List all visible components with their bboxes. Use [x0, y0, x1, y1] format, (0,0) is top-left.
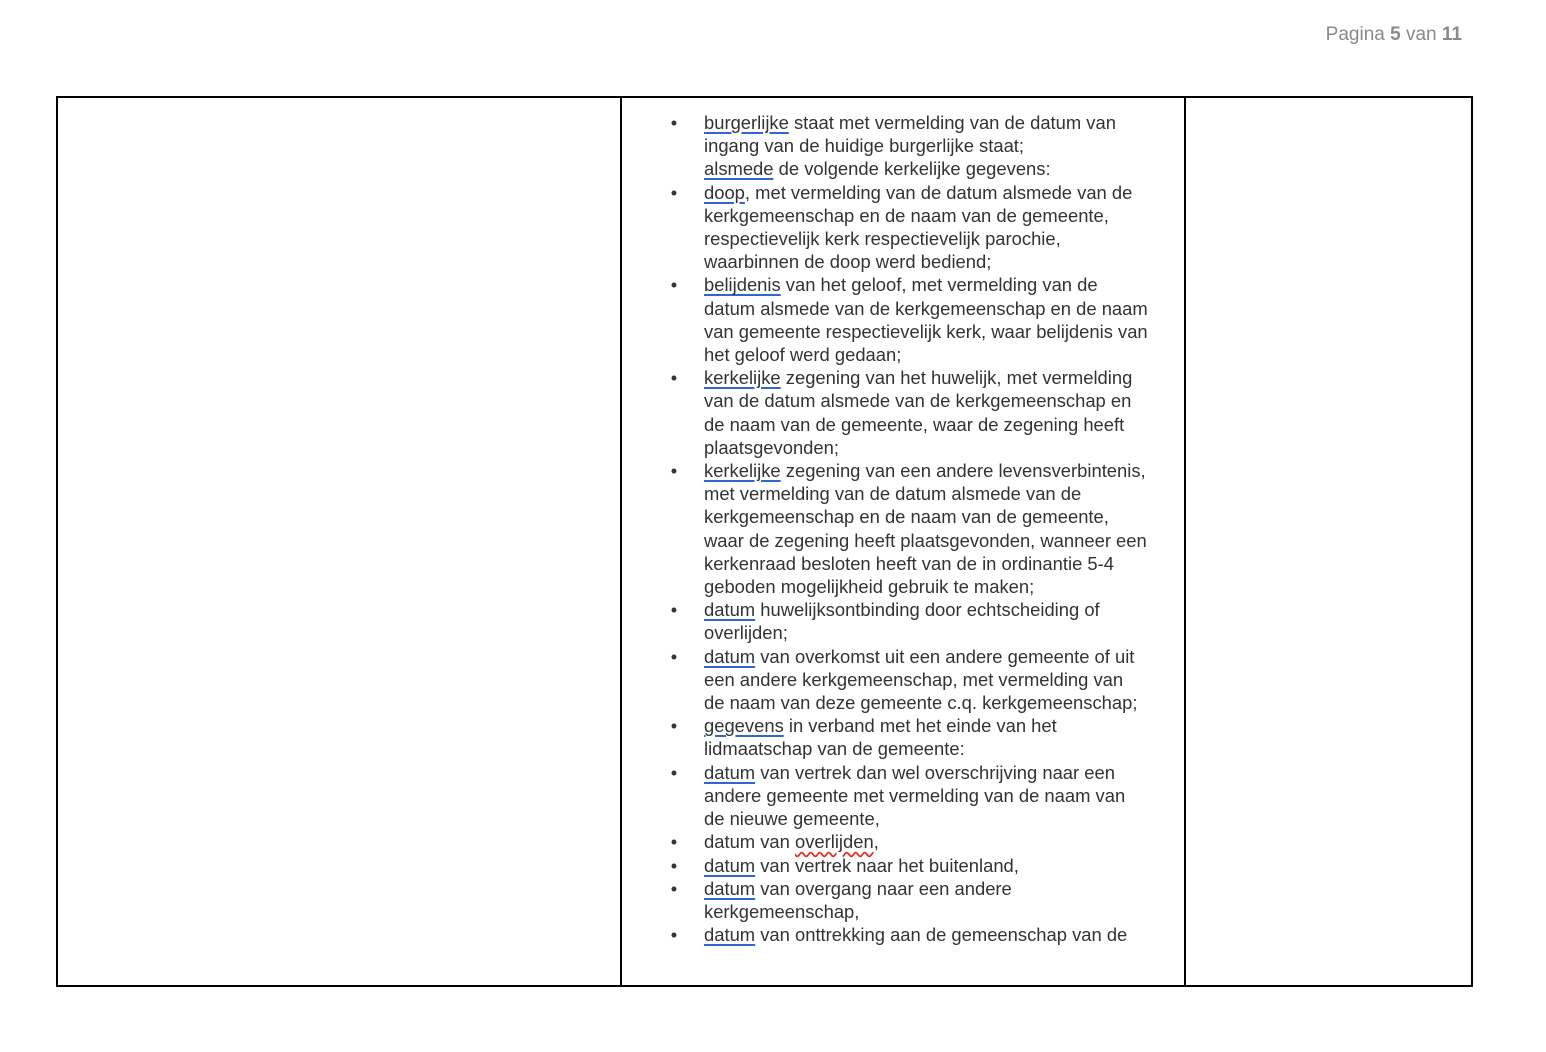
bullet-icon: • [670, 715, 678, 737]
page-prefix: Pagina [1325, 24, 1385, 45]
list-item [668, 181, 1148, 274]
list-item [668, 761, 1148, 831]
list-item [668, 877, 1148, 923]
bullet-icon: • [670, 924, 678, 946]
list-item [668, 273, 1148, 366]
grammar-marked-word[interactable]: datum [704, 854, 756, 876]
bullet-icon: • [670, 181, 678, 203]
item-subline [704, 157, 1148, 180]
item-text: in verband met het einde van het lidmaatschap van de gemeente: [704, 715, 1057, 760]
table-cell-middle[interactable] [622, 98, 1186, 985]
item-text: huwelijksontbinding door echtscheiding of overlijden; [704, 599, 1100, 644]
item-text: zegening van een andere levensverbintenis, met vermelding van de datum alsmede van de kerkgemeenschap en de naam van de gemeente, waar de zegening heeft plaatsgevonden, wanneer een kerkenraad besloten heeft van de in ordinantie 5-4 geboden mogelijkheid gebruik te maken; [704, 460, 1147, 598]
bullet-icon: • [670, 460, 678, 482]
bullet-icon: • [670, 831, 678, 853]
grammar-marked-word[interactable]: datum [704, 645, 756, 667]
table-cell-left[interactable] [58, 98, 622, 985]
page-current: 5 [1390, 24, 1401, 45]
item-text: van overkomst uit een andere gemeente of uit een andere kerkgemeenschap, met vermelding van de naam van deze gemeente c.q. kerkgemeenschap; [704, 645, 1138, 714]
item-text: van onttrekking aan de gemeenschap van de [755, 924, 1128, 946]
page-total: 11 [1441, 24, 1462, 45]
item-text: van vertrek dan wel overschrijving naar een andere gemeente met vermelding van de naam van de nieuwe gemeente, [704, 761, 1126, 830]
list-item [668, 714, 1148, 760]
list-item [668, 366, 1148, 459]
bullet-icon: • [670, 854, 678, 876]
page-number [1326, 24, 1462, 46]
bullet-list [668, 111, 1148, 946]
item-text: staat met vermelding van de datum van ingang van de huidige burgerlijke staat; [704, 112, 1116, 157]
item-text: , met vermelding van de datum alsmede van de kerkgemeenschap en de naam van de gemeente, respectievelijk kerk respectievelijk parochie, waarbinnen de doop werd bediend; [704, 181, 1133, 273]
grammar-marked-word[interactable]: datum [704, 599, 756, 621]
list-item [668, 645, 1148, 715]
grammar-marked-word[interactable]: datum [704, 761, 756, 783]
grammar-marked-word[interactable]: belijdenis [704, 274, 781, 296]
bullet-icon: • [670, 274, 678, 296]
bullet-icon: • [670, 645, 678, 667]
item-text: zegening van het huwelijk, met vermelding van de datum alsmede van de kerkgemeenschap en de naam van de gemeente, waar de zegening heeft plaatsgevonden; [704, 367, 1133, 458]
spelling-marked-word[interactable]: overlijden [794, 831, 874, 853]
list-item [668, 459, 1148, 598]
list-item [668, 598, 1148, 644]
document-table [56, 96, 1473, 987]
grammar-marked-word[interactable]: alsmede [704, 158, 774, 180]
grammar-marked-word[interactable]: kerkelijke [704, 460, 781, 482]
grammar-marked-word[interactable]: datum [704, 877, 756, 899]
bullet-icon: • [670, 877, 678, 899]
item-text: , [873, 831, 879, 853]
grammar-marked-word[interactable]: gegevens [704, 715, 784, 737]
item-text: van het geloof, met vermelding van de datum alsmede van de kerkgemeenschap en de naam van gemeente respectievelijk kerk, waar belijdenis van het geloof werd gedaan; [704, 274, 1148, 366]
grammar-marked-word[interactable]: kerkelijke [704, 367, 781, 389]
bullet-icon: • [670, 599, 678, 621]
item-text: van overgang naar een andere kerkgemeenschap, [704, 877, 1012, 922]
bullet-icon: • [670, 112, 678, 133]
bullet-icon: • [670, 761, 678, 783]
bullet-icon: • [670, 367, 678, 389]
grammar-marked-word[interactable]: datum [704, 924, 756, 946]
list-item [668, 830, 1148, 853]
table-cell-right[interactable] [1186, 98, 1471, 985]
item-text: van vertrek naar het buitenland, [755, 854, 1019, 876]
item-text: de volgende kerkelijke gegevens: [773, 158, 1051, 180]
page-middle: van [1405, 24, 1437, 45]
grammar-marked-word[interactable]: burgerlijke [704, 112, 789, 133]
item-text: datum van [704, 831, 795, 853]
list-item [668, 111, 1148, 181]
list-item [668, 923, 1148, 946]
grammar-marked-word[interactable]: doop [704, 181, 745, 203]
list-item [668, 854, 1148, 877]
